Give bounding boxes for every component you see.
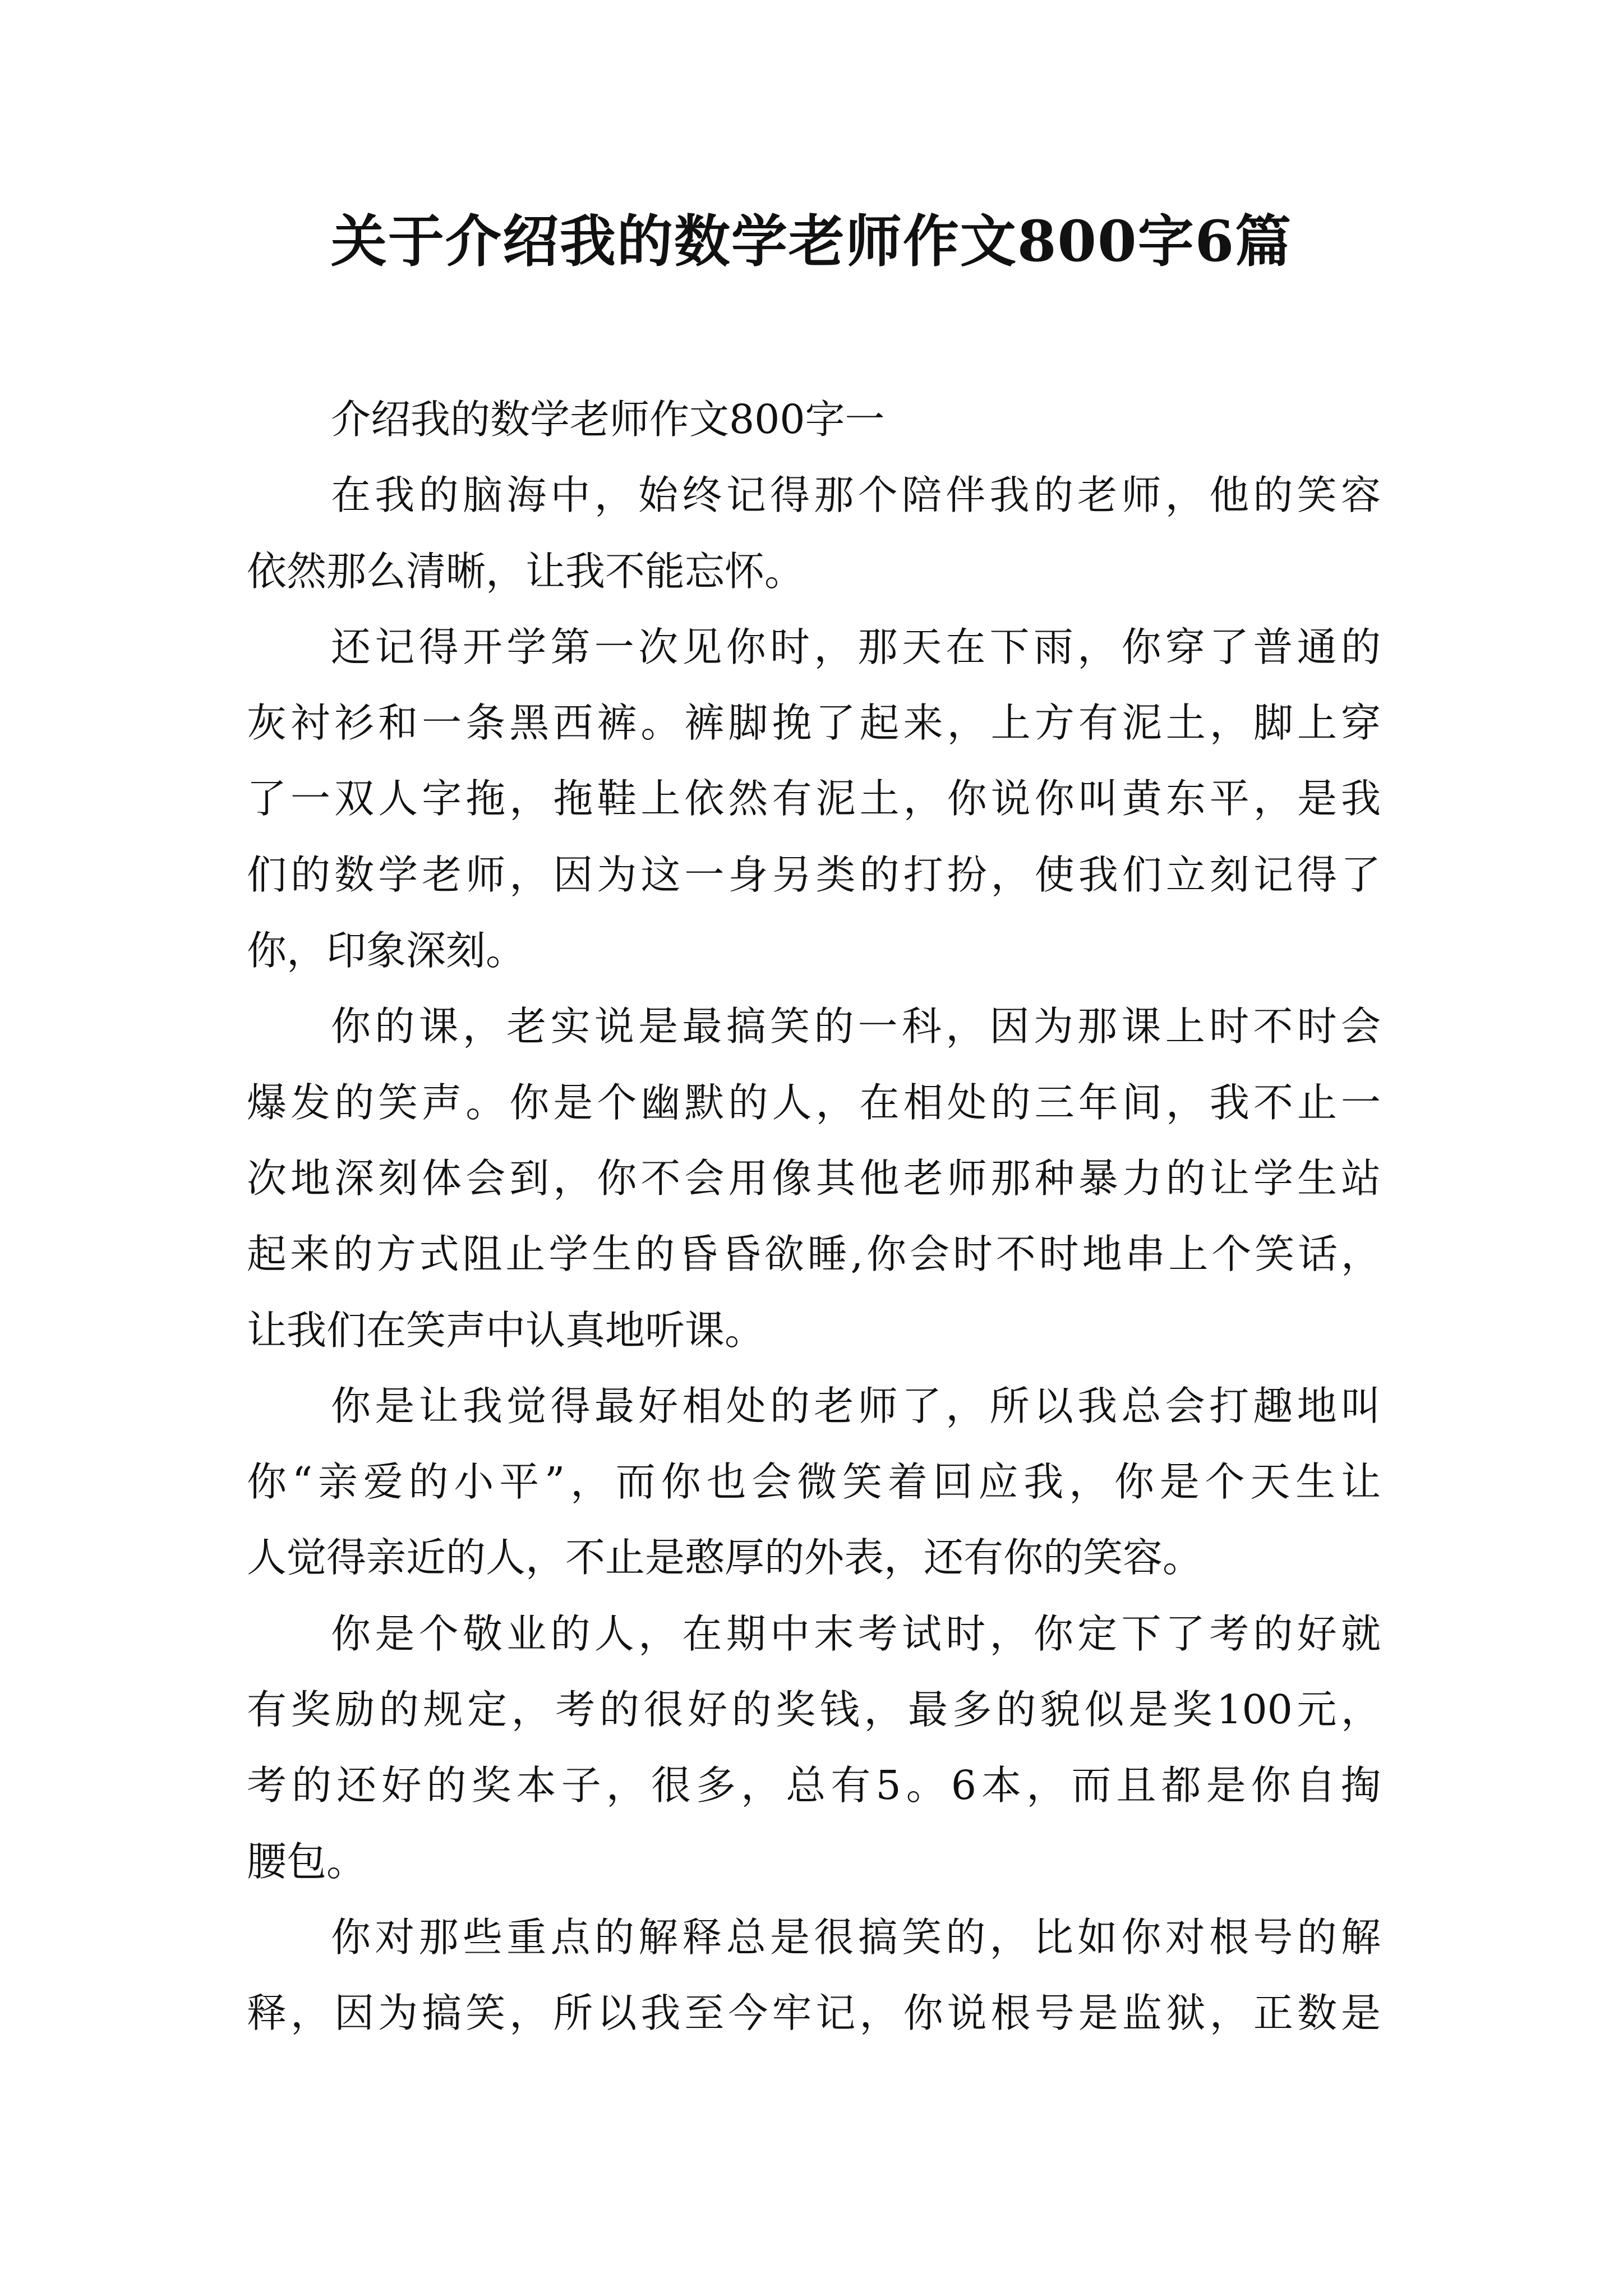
- text-line: 考的还好的奖本子，很多，总有5。6本，而且都是你自掏: [247, 1762, 1381, 1809]
- text-line: 你，印象深刻。: [247, 927, 526, 974]
- text-line: 人觉得亲近的人，不止是憨厚的外表，还有你的笑容。: [247, 1534, 1203, 1581]
- essay-body: [247, 381, 1381, 2051]
- text-line: 在我的脑海中，始终记得那个陪伴我的老师，他的笑容: [331, 472, 1381, 519]
- text-line: 依然那么清晰，让我不能忘怀。: [247, 547, 805, 595]
- text-line: 有奖励的规定，考的很好的奖钱，最多的貌似是奖100元，: [247, 1686, 1381, 1733]
- section-heading: 介绍我的数学老师作文800字一: [331, 396, 885, 443]
- text-line: 让我们在笑声中认真地听课。: [247, 1306, 765, 1354]
- text-line: 起来的方式阻止学生的昏昏欲睡,你会时不时地串上个笑话，: [247, 1231, 1381, 1278]
- text-line: 腰包。: [247, 1838, 367, 1885]
- text-line: 你对那些重点的解释总是很搞笑的，比如你对根号的解: [331, 1913, 1381, 1961]
- text-line: 还记得开学第一次见你时，那天在下雨，你穿了普通的: [331, 623, 1381, 670]
- text-line: 你“亲爱的小平”，而你也会微笑着回应我，你是个天生让: [247, 1458, 1381, 1506]
- text-line: 你是让我觉得最好相处的老师了，所以我总会打趣地叫: [331, 1382, 1381, 1429]
- text-line: 次地深刻体会到，你不会用像其他老师那种暴力的让学生站: [247, 1154, 1381, 1202]
- text-line: 灰衬衫和一条黑西裤。裤脚挽了起来，上方有泥土，脚上穿: [247, 700, 1381, 747]
- text-line: 们的数学老师，因为这一身另类的打扮，使我们立刻记得了: [247, 851, 1381, 898]
- text-line: 你是个敬业的人，在期中末考试时，你定下了考的好就: [331, 1610, 1381, 1657]
- text-line: 了一双人字拖，拖鞋上依然有泥土，你说你叫黄东平，是我: [247, 775, 1381, 822]
- text-line: 你的课，老实说是最搞笑的一科，因为那课上时不时会: [331, 1003, 1381, 1050]
- text-line: 释，因为搞笑，所以我至今牢记，你说根号是监狱，正数是: [247, 1990, 1381, 2037]
- text-line: 爆发的笑声。你是个幽默的人，在相处的三年间，我不止一: [247, 1079, 1381, 1126]
- document-title: 关于介绍我的数学老师作文800字6篇: [330, 208, 1293, 274]
